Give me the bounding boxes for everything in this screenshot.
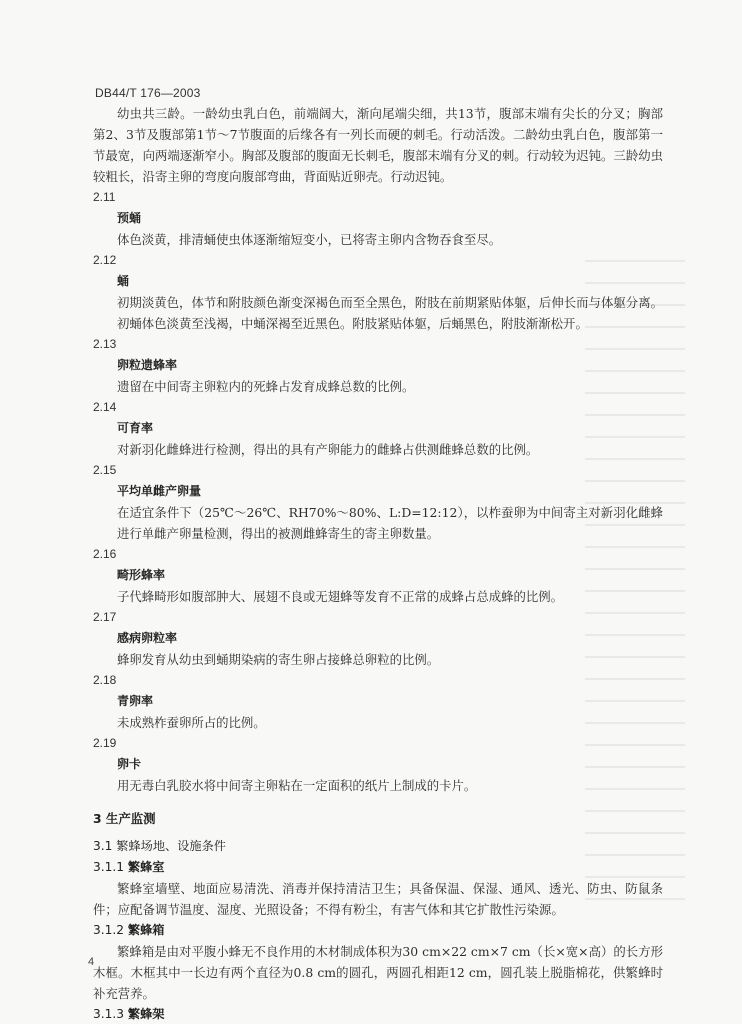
term-title: 畸形蜂率 — [117, 568, 166, 582]
term-number: 2.17 — [93, 610, 117, 624]
term-2-19 — [93, 733, 663, 796]
term-definition: 体色淡黄，排清蛹使虫体逐渐缩短变小，已将寄主卵内含物吞食至尽。 — [117, 232, 502, 247]
term-number: 2.14 — [93, 400, 117, 414]
term-title: 可育率 — [117, 421, 154, 435]
term-number: 2.16 — [93, 547, 117, 561]
section-3-1-2-text: 繁蜂箱是由对平腹小蜂无不良作用的木材制成体积为30 cm×22 cm×7 cm（长×宽×高）的长方形木框。木框其中一长边有两个直径为0.8 cm的圆孔，两圆孔相距12 cm，圆孔装上脱脂棉花，供繁蜂时补充营养。 — [93, 944, 663, 1001]
term-number: 2.12 — [93, 253, 117, 267]
term-definition: 子代蜂畸形如腹部肿大、展翅不良或无翅蜂等发育不正常的成蜂占总成蜂的比例。 — [117, 589, 564, 604]
term-definition: 初期淡黄色，体节和附肢颜色渐变深褐色而至全黑色，附肢在前期紧贴体躯，后伸长而与体躯分离。初蛹体色淡黄至浅褐，中蛹深褐至近黑色。附肢紧贴体躯，后蛹黑色，附肢渐渐松开。 — [117, 295, 663, 331]
page-number: 4 — [88, 956, 95, 968]
section-3-1-1-heading — [93, 857, 663, 878]
section-title: 繁蜂室 — [127, 860, 165, 874]
document-body — [93, 103, 663, 1024]
term-title: 青卵率 — [117, 694, 154, 708]
section-title: 繁蜂箱 — [127, 923, 165, 937]
term-2-12 — [93, 250, 663, 334]
document-id-header: DB44/T 176—2003 — [95, 86, 201, 100]
section-number: 3.1.2 — [93, 923, 125, 937]
section-3-1-2-heading — [93, 920, 663, 941]
term-2-13 — [93, 334, 663, 397]
larva-description: 幼虫共三龄。一龄幼虫乳白色，前端阔大，渐向尾端尖细，共13节，腹部末端有尖长的分叉；胸部第2、3节及腹部第1节～7节腹面的后缘各有一列长而硬的刺毛。行动活泼。二龄幼虫乳白色，腹部第一节最宽，向两端逐渐窄小。胸部及腹部的腹面无长刺毛，腹部末端有分叉的刺。行动较为迟钝。三龄幼虫较粗长，沿寄主卵的弯度向腹部弯曲，背面贴近卵壳。行动迟钝。 — [93, 106, 663, 184]
term-2-11 — [93, 187, 663, 250]
section-number: 3.1.1 — [93, 860, 125, 874]
term-title: 卵卡 — [117, 757, 142, 771]
term-title: 平均单雌产卵量 — [117, 484, 202, 498]
section-3-1-1-text: 繁蜂室墙壁、地面应易清洗、消毒并保持清洁卫生；具备保温、保湿、通风、透光、防虫、防鼠条件；应配备调节温度、湿度、光照设备；不得有粉尘，有害气体和其它扩散性污染源。 — [93, 881, 663, 917]
term-definition: 对新羽化雌蜂进行检测，得出的具有产卵能力的雌蜂占供测雌蜂总数的比例。 — [117, 442, 539, 457]
section-title: 繁蜂架 — [127, 1007, 165, 1021]
term-2-16 — [93, 544, 663, 607]
term-number: 2.15 — [93, 463, 117, 477]
term-number: 2.11 — [93, 190, 116, 204]
term-definition: 在适宜条件下（25℃～26℃、RH70%～80%、L:D=12:12），以柞蚕卵为中间寄主对新羽化雌蜂进行单雌产卵量检测，得出的被测雌蜂寄生的寄主卵数量。 — [117, 505, 663, 541]
term-definition: 遗留在中间寄主卵粒内的死蜂占发育成蜂总数的比例。 — [117, 379, 415, 394]
term-2-18 — [93, 670, 663, 733]
term-definition: 蜂卵发育从幼虫到蛹期染病的寄生卵占接蜂总卵粒的比例。 — [117, 652, 440, 667]
term-title: 预蛹 — [117, 211, 142, 225]
term-number: 2.13 — [93, 337, 117, 351]
term-title: 卵粒遗蜂率 — [117, 358, 178, 372]
section-3-1-3-heading — [93, 1004, 663, 1024]
section-3-heading: 3 生产监测 — [93, 811, 156, 826]
term-number: 2.18 — [93, 673, 117, 687]
section-3-1-heading: 3.1 繁蜂场地、设施条件 — [93, 839, 226, 853]
section-number: 3.1.3 — [93, 1007, 125, 1021]
term-2-15 — [93, 460, 663, 544]
term-title: 感病卵粒率 — [117, 631, 178, 645]
term-definition: 用无毒白乳胶水将中间寄主卵粘在一定面积的纸片上制成的卡片。 — [117, 778, 477, 793]
term-2-14 — [93, 397, 663, 460]
term-2-17 — [93, 607, 663, 670]
term-definition: 未成熟柞蚕卵所占的比例。 — [117, 715, 266, 730]
term-title: 蛹 — [117, 274, 130, 288]
term-number: 2.19 — [93, 736, 117, 750]
